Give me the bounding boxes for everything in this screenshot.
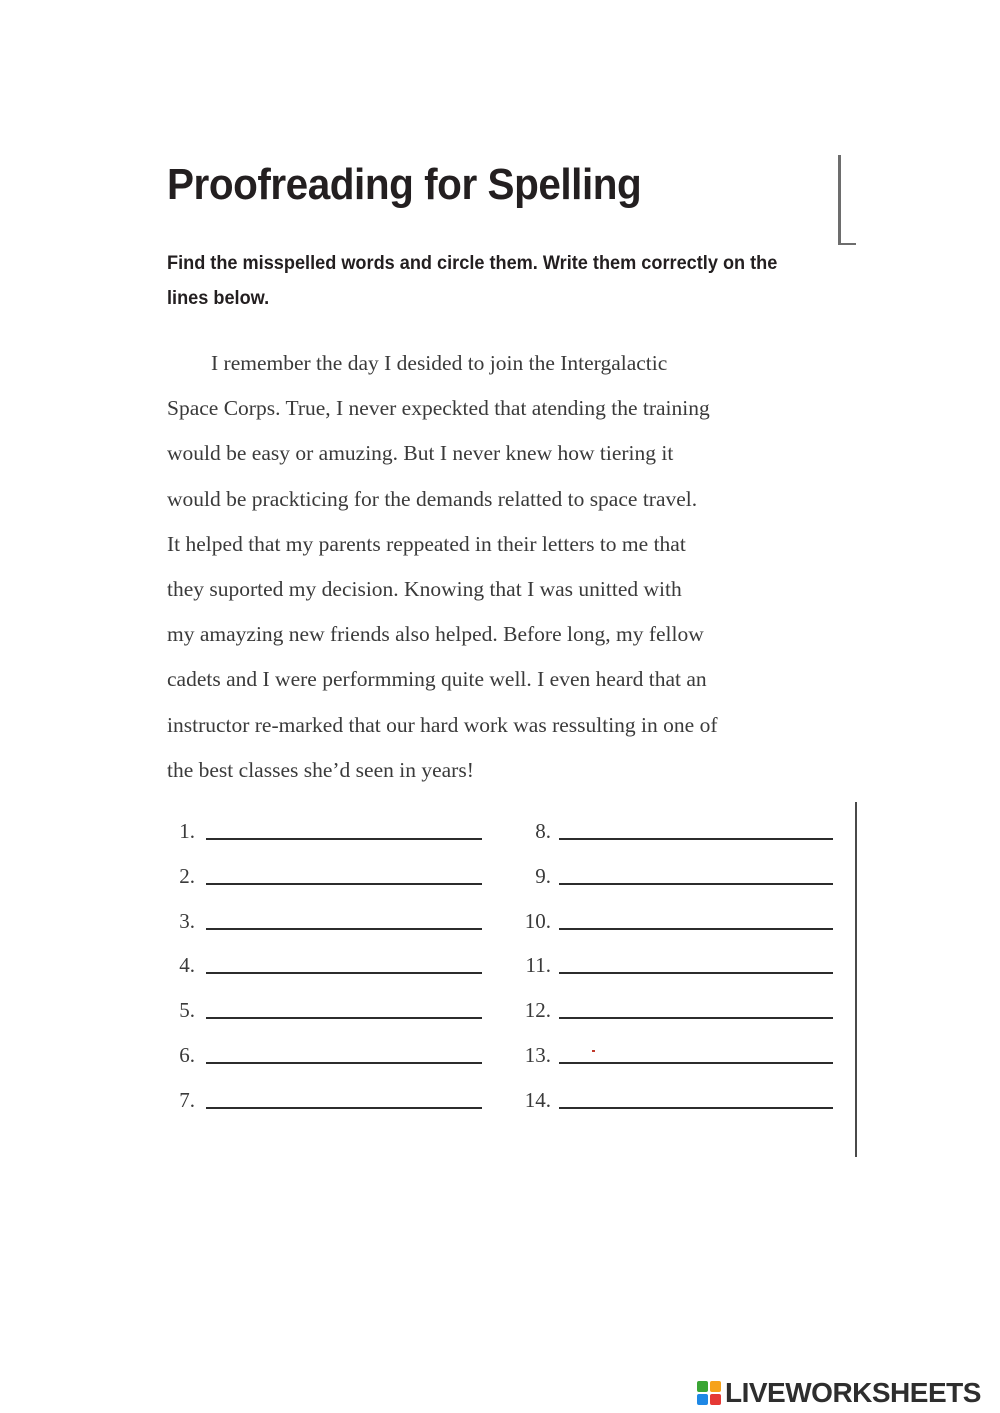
answer-column-left xyxy=(168,816,195,1130)
answer-number: 2. xyxy=(179,863,195,888)
page-title: Proofreading for Spelling xyxy=(167,160,642,209)
passage-line: I remember the day I desided to join the Intergalactic xyxy=(211,351,668,375)
answer-number: 10. xyxy=(524,908,551,933)
answer-number: 9. xyxy=(535,863,551,888)
answer-row xyxy=(168,906,195,951)
answer-number: 7. xyxy=(179,1087,195,1112)
answer-row xyxy=(168,816,195,861)
margin-rule xyxy=(855,802,857,1157)
answer-number: 8. xyxy=(535,819,551,843)
answer-number: 5. xyxy=(179,998,195,1023)
answer-blank[interactable] xyxy=(206,838,482,840)
answer-blank[interactable] xyxy=(206,1107,482,1109)
answer-blank[interactable] xyxy=(206,1017,482,1019)
answer-number: 6. xyxy=(179,1042,195,1067)
passage-line: would be easy or amuzing. But I never knew how tiering it xyxy=(167,441,674,466)
passage-line: Space Corps. True, I never expeckted that atending the training xyxy=(167,396,710,421)
answer-blank[interactable] xyxy=(559,1107,833,1109)
passage-line: my amayzing new friends also helped. Before long, my fellow xyxy=(167,622,704,647)
answer-row xyxy=(513,950,551,995)
logo-badge-cell xyxy=(710,1381,721,1392)
passage-line: cadets and I were performming quite well. I even heard that an xyxy=(167,667,707,692)
answer-row xyxy=(513,816,551,861)
answer-blank[interactable] xyxy=(206,972,482,974)
answer-number: 1. xyxy=(179,819,195,843)
answer-row xyxy=(168,1040,195,1085)
answer-row xyxy=(513,1085,551,1130)
liveworksheets-logo[interactable] xyxy=(697,1378,981,1408)
passage-line: It helped that my parents reppeated in their letters to me that xyxy=(167,531,686,556)
answer-number: 4. xyxy=(179,953,195,978)
answer-row xyxy=(168,950,195,995)
answer-blank[interactable] xyxy=(559,883,833,885)
logo-wordmark: LIVEWORKSHEETS xyxy=(725,1377,981,1408)
answer-blank[interactable] xyxy=(559,972,833,974)
answer-row xyxy=(513,861,551,906)
answer-blank[interactable] xyxy=(559,1062,833,1064)
passage-line: the best classes she’d seen in years! xyxy=(167,757,474,782)
logo-badge-cell xyxy=(710,1394,721,1405)
answer-row xyxy=(168,995,195,1040)
answer-blank[interactable] xyxy=(559,928,833,930)
answer-blank[interactable] xyxy=(206,883,482,885)
answer-number: 13. xyxy=(524,1042,551,1067)
answer-number: 14. xyxy=(524,1087,551,1112)
logo-badge-cell xyxy=(697,1381,708,1392)
reading-passage xyxy=(167,341,867,793)
logo-badge-cell xyxy=(697,1394,708,1405)
answer-number: 12. xyxy=(524,998,551,1023)
passage-line: would be prackticing for the demands relatted to space travel. xyxy=(167,486,698,511)
answer-row xyxy=(513,1040,551,1085)
answer-blank[interactable] xyxy=(206,928,482,930)
logo-badge-icon xyxy=(697,1381,721,1405)
answer-column-right xyxy=(513,816,551,1130)
passage-line: they suported my decision. Knowing that I was unitted with xyxy=(167,577,682,602)
answer-blank[interactable] xyxy=(559,1017,833,1019)
answer-number: 11. xyxy=(525,953,551,978)
margin-bracket xyxy=(838,155,856,245)
answer-blank[interactable] xyxy=(206,1062,482,1064)
answer-row xyxy=(513,995,551,1040)
answer-number: 3. xyxy=(179,908,195,933)
answer-blank[interactable] xyxy=(559,838,833,840)
instructions-text: Find the misspelled words and circle them. Write them correctly on the lines below. xyxy=(167,252,778,309)
answer-row xyxy=(168,861,195,906)
passage-line: instructor re-marked that our hard work was ressulting in one of xyxy=(167,712,718,737)
answer-row xyxy=(168,1085,195,1130)
answer-row xyxy=(513,906,551,951)
stray-ink-mark xyxy=(592,1050,595,1052)
